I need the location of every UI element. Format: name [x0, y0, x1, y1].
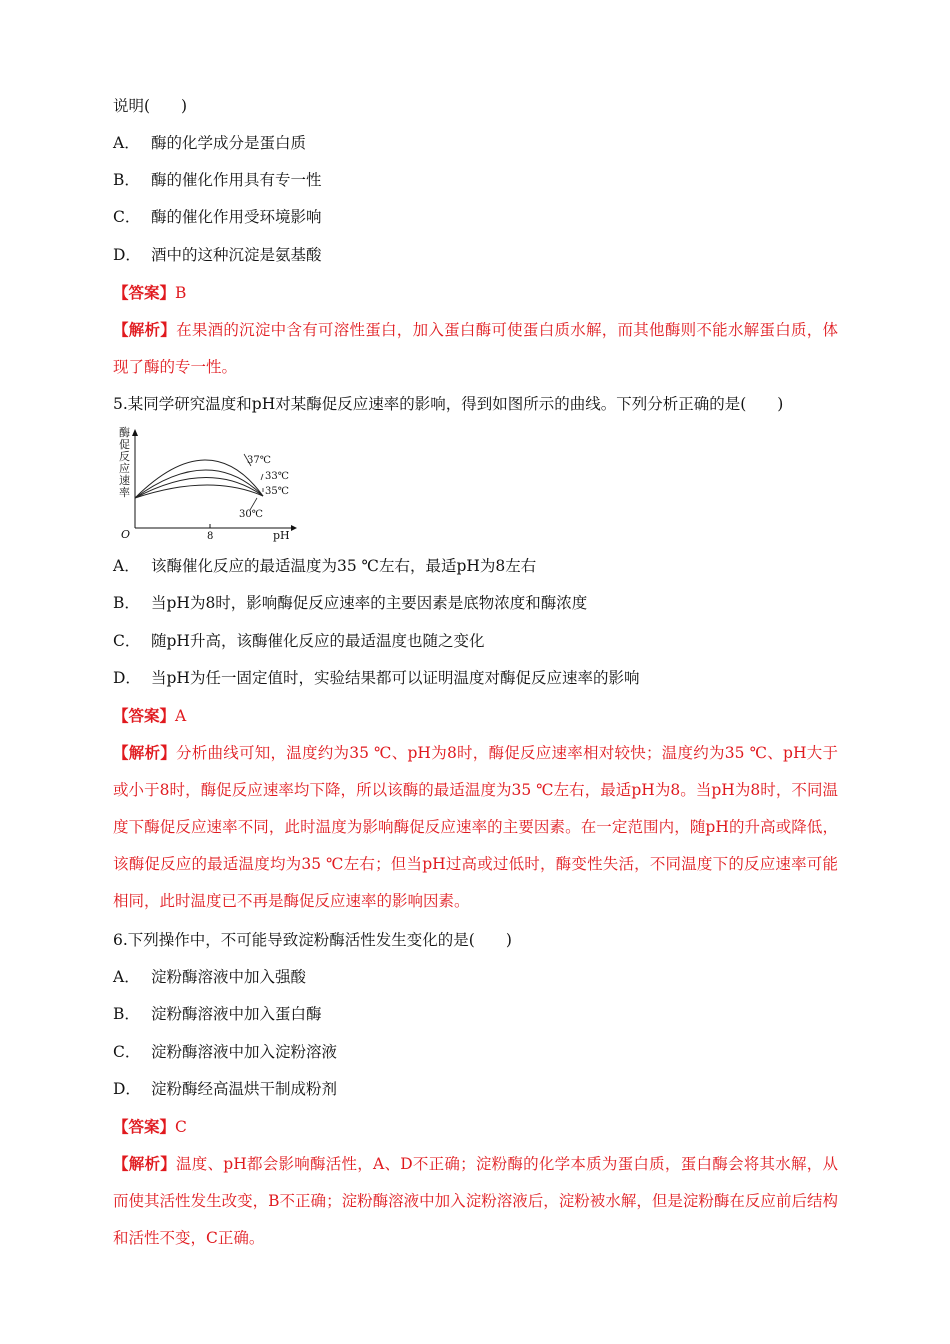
q5-option-d: D． 当pH为任一固定值时，实验结果都可以证明温度对酶促反应速率的影响 — [113, 669, 640, 687]
q4-option-c: C． 酶的催化作用受环境影响 — [113, 208, 322, 226]
y-label-char-5: 率 — [119, 486, 130, 499]
q4-analysis: 【解析】在果酒的沉淀中含有可溶性蛋白，加入蛋白酶可使蛋白质水解，而其他酶则不能水解蛋白质，体现了酶的专一性。 — [113, 320, 838, 376]
q6-option-c: C． 淀粉酶溶液中加入淀粉溶液 — [113, 1043, 338, 1061]
y-label-char-4: 速 — [119, 474, 130, 487]
leader-33c — [261, 474, 263, 480]
q4-option-d: D． 酒中的这种沉淀是氨基酸 — [113, 246, 322, 264]
q5-option-c: C． 随pH升高，该酶催化反应的最适温度也随之变化 — [113, 632, 485, 650]
q6-answer: 【答案】C — [113, 1117, 187, 1136]
origin-label: O — [121, 528, 131, 541]
q6-stem: 6.下列操作中，不可能导致淀粉酶活性发生变化的是( ) — [113, 931, 512, 949]
q6-option-d: D． 淀粉酶经高温烘干制成粉剂 — [113, 1080, 338, 1098]
q5-option-b: B． 当pH为8时，影响酶促反应速率的主要因素是底物浓度和酶浓度 — [113, 594, 588, 612]
chart-svg — [113, 428, 298, 540]
curve-30c — [135, 485, 263, 498]
x-axis-label: pH — [273, 529, 290, 542]
q6-option-a: A． 淀粉酶溶液中加入强酸 — [113, 968, 307, 986]
x-axis-arrow — [291, 525, 297, 531]
y-axis-arrow — [132, 429, 138, 436]
q4-answer: 【答案】B — [113, 283, 187, 302]
curve-37c — [135, 470, 263, 498]
label-33c: 33℃ — [265, 471, 289, 482]
q5-analysis: 【解析】分析曲线可知，温度约为35 ℃、pH为8时，酶促反应速率相对较快；温度约为35 ℃、pH大于或小于8时，酶促反应速率均下降，所以该酶的最适温度为35 ℃左右，最适pH为8。当pH为8时，不同温度下酶促反应速率不同，此时温度为影响酶促反应速率的主要因素。在一定范围内，随pH的升高或降低，该酶促反应的最适温度均为35 ℃左右；但当pH过高或过低时，酶变性失活，不同温度下的反应速率可能相同，此时温度已不再是酶促反应速率的影响因素。 — [113, 743, 838, 910]
y-label-char-1: 促 — [119, 438, 130, 451]
y-label-char-3: 应 — [119, 462, 130, 475]
x-tick-label: 8 — [207, 531, 214, 542]
q4-stem-tail: 说明( ) — [113, 97, 188, 115]
label-37c: 37℃ — [247, 455, 271, 466]
label-35c: 35℃ — [265, 486, 289, 497]
y-label-char-2: 反 — [119, 450, 130, 463]
q5-answer: 【答案】A — [113, 706, 187, 725]
y-label-char-0: 酶 — [119, 426, 130, 439]
q4-option-a: A． 酶的化学成分是蛋白质 — [113, 134, 307, 152]
q5-option-a: A． 该酶催化反应的最适温度为35 ℃左右，最适pH为8左右 — [113, 557, 537, 575]
q6-analysis: 【解析】温度、pH都会影响酶活性，A、D不正确；淀粉酶的化学本质为蛋白质，蛋白酶会将其水解，从而使其活性发生改变，B不正确；淀粉酶溶液中加入淀粉溶液后，淀粉被水解，但是淀粉酶在反应前后结构和活性不变，C正确。 — [113, 1154, 838, 1247]
q6-option-b: B． 淀粉酶溶液中加入蛋白酶 — [113, 1005, 322, 1023]
q5-stem: 5.某同学研究温度和pH对某酶促反应速率的影响，得到如图所示的曲线。下列分析正确的是( ) — [113, 395, 784, 413]
q4-option-b: B． 酶的催化作用具有专一性 — [113, 171, 322, 189]
label-30c: 30℃ — [239, 509, 263, 520]
enzyme-rate-chart — [113, 428, 298, 540]
